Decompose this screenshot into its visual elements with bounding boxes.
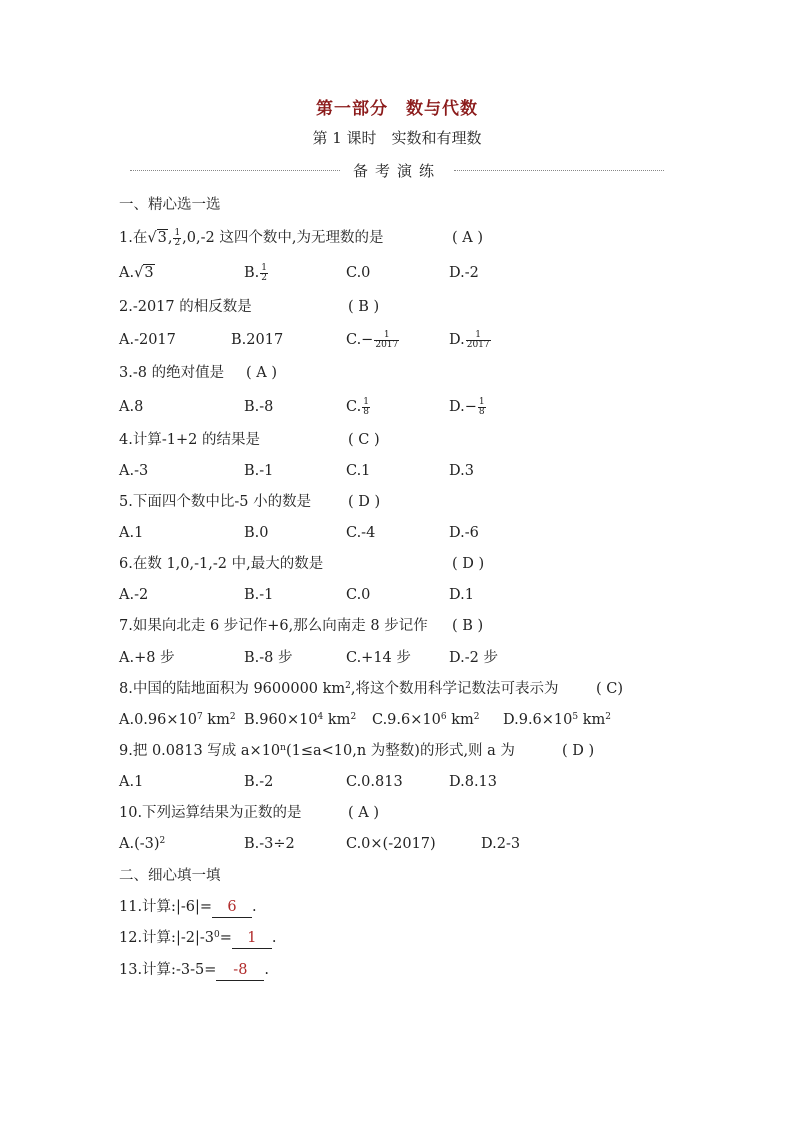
banner-divider-right [454,170,664,171]
option-3b: B.-8 [244,399,274,415]
question-7: 7.如果向北走 6 步记作+6,那么向南走 8 步记作 [119,618,428,634]
option-4a: A.-3 [119,463,149,479]
option-2b: B.2017 [231,332,284,348]
banner-label: 备考演练 [352,162,441,180]
option-3c: C. $\frac{1}{8}$ [346,396,369,417]
option-10d: D.2-3 [481,836,521,852]
fraction: $\frac{1}{2}$ [174,227,181,248]
option-2d: D. $\frac{1}{2017}$ [449,329,490,350]
sqrt-symbol: √3 [147,230,167,246]
answer-9: ( D ) [562,743,595,759]
question-5: 5.下面四个数中比-5 小的数是 [119,494,312,510]
option-6c: C.0 [346,587,371,603]
answer-2: ( B ) [348,299,380,315]
question-6: 6.在数 1,0,-1,-2 中,最大的数是 [119,556,324,572]
answer-7: ( B ) [452,618,484,634]
answer-blank-11: 6 [212,897,252,918]
option-8d: $D.9.6\times 10^5$ $km^2$ [503,712,612,728]
option-6d: D.1 [449,587,474,603]
option-9d: D.8.13 [449,774,498,790]
option-4c: C.1 [346,463,371,479]
question-3: 3.-8 的绝对值是 [119,365,225,381]
option-8a: $A.0.96\times 10^7$ $km^2$ [119,712,236,728]
answer-1: ( A ) [452,230,484,246]
option-4b: B.-1 [244,463,274,479]
option-1b: B. $\frac{1}{2}$ [244,262,267,283]
question-9: 9.把 0.0813 写成 $a\times 10^n(1\le a<10,n$ 为整数)的形式,则 a 为 [119,743,515,759]
question-11: 11.计算:|-6|= 6 . [119,897,257,918]
question-1: 1.在√3, $\frac{1}{2}$ ,0,-2 这四个数中,为无理数的是 [119,227,384,248]
lesson-title: 第 1 课时 实数和有理数 [312,129,482,147]
option-5b: B.0 [244,525,269,541]
option-2a: A.-2017 [119,332,176,348]
option-6b: B.-1 [244,587,274,603]
option-8c: $C.9.6\times 10^6$ $km^2$ [372,712,480,728]
option-1c: C.0 [346,265,371,281]
question-2: 2.-2017 的相反数是 [119,299,252,315]
option-1a: A.√3 [119,265,154,281]
option-10b: B.-3÷2 [244,836,295,852]
option-1d: D.-2 [449,265,479,281]
answer-10: ( A ) [348,805,380,821]
part-title: 第一部分 数与代数 [316,99,478,119]
section-banner [130,160,664,182]
option-3d: D.− $\frac{1}{8}$ [449,396,485,417]
option-7b: B.-8 步 [244,650,293,666]
answer-blank-12: 1 [232,928,272,949]
option-4d: D.3 [449,463,474,479]
option-2c: C.− $\frac{1}{2017}$ [346,329,399,350]
question-4: 4.计算-1+2 的结果是 [119,432,260,448]
question-8: 8.中国的陆地面积为 9600000 $km^2$,将这个数用科学记数法可表示为 [119,681,559,697]
option-5d: D.-6 [449,525,479,541]
answer-6: ( D ) [452,556,485,572]
answer-blank-13: -8 [216,960,264,981]
option-9c: C.0.813 [346,774,403,790]
option-8b: $B.960\times 10^4$ $km^2$ [244,712,357,728]
answer-3: ( A ) [246,365,278,381]
option-9a: A.1 [119,774,144,790]
option-5a: A.1 [119,525,144,541]
option-3a: A.8 [119,399,144,415]
option-5c: C.-4 [346,525,376,541]
section-heading-fill-blank: 二、细心填一填 [119,868,221,884]
option-10a: $A.(-3)^2$ [119,836,166,852]
question-12: 12.计算$:|-2|-3^0= 1$ . [119,928,276,949]
answer-8: ( C) [596,681,624,697]
option-7a: A.+8 步 [119,650,175,666]
option-7c: C.+14 步 [346,650,411,666]
option-9b: B.-2 [244,774,274,790]
option-6a: A.-2 [119,587,149,603]
answer-4: ( C ) [348,432,380,448]
answer-5: ( D ) [348,494,381,510]
question-13: 13.计算:-3-5= -8 . [119,960,269,981]
option-10c: C.0×(-2017) [346,836,436,852]
option-7d: D.-2 步 [449,650,498,666]
question-10: 10.下列运算结果为正数的是 [119,805,302,821]
section-heading-multiple-choice: 一、精心选一选 [119,197,221,213]
